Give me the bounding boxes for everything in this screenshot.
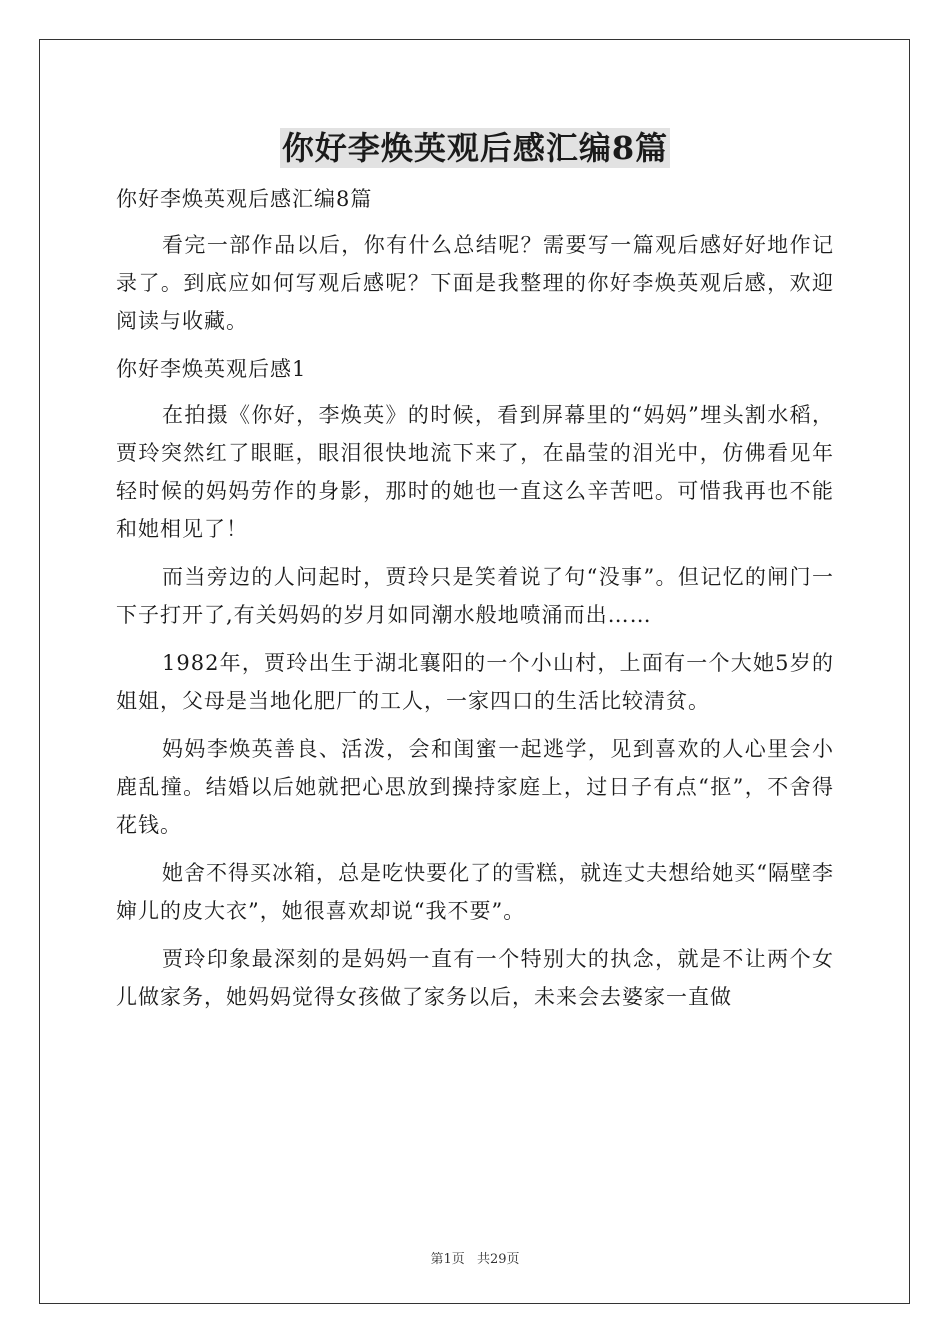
body-paragraph: 她舍不得买冰箱，总是吃快要化了的雪糕，就连丈夫想给她买“隔壁李婶儿的皮大衣”，她很喜欢却说“我不要”。 — [116, 861, 834, 923]
body-paragraph: 而当旁边的人问起时，贾玲只是笑着说了句“没事”。但记忆的闸门一下子打开了,有关妈妈的岁月如同潮水般地喷涌而出…… — [116, 565, 834, 627]
page-footer — [0, 1248, 950, 1267]
intro-paragraph: 看完一部作品以后，你有什么总结呢？需要写一篇观后感好好地作记录了。到底应如何写观后感呢？下面是我整理的你好李焕英观后感，欢迎阅读与收藏。 — [116, 233, 834, 333]
body-paragraph: 在拍摄《你好，李焕英》的时候，看到屏幕里的“妈妈”埋头割水稻，贾玲突然红了眼眶，眼泪很快地流下来了，在晶莹的泪光中，仿佛看见年轻时候的妈妈劳作的身影，那时的她也一直这么辛苦吧。可惜我再也不能和她相见了！ — [116, 403, 834, 541]
title-container — [0, 128, 950, 168]
document-title: 你好李焕英观后感汇编8篇 — [281, 129, 669, 167]
body-paragraph: 1982年，贾玲出生于湖北襄阳的一个小山村，上面有一个大她5岁的姐姐，父母是当地化肥厂的工人，一家四口的生活比较清贫。 — [116, 651, 834, 713]
section-heading: 你好李焕英观后感1 — [116, 357, 307, 381]
document-body — [116, 180, 834, 1026]
body-paragraph: 妈妈李焕英善良、活泼，会和闺蜜一起逃学，见到喜欢的人心里会小鹿乱撞。结婚以后她就把心思放到操持家庭上，过日子有点“抠”，不舍得花钱。 — [116, 737, 834, 837]
body-paragraph: 贾玲印象最深刻的是妈妈一直有一个特别大的执念，就是不让两个女儿做家务，她妈妈觉得女孩做了家务以后，未来会去婆家一直做 — [116, 947, 834, 1009]
page-number: 第1页 — [430, 1252, 465, 1267]
subtitle: 你好李焕英观后感汇编8篇 — [116, 187, 373, 211]
page-total: 共29页 — [476, 1252, 520, 1267]
